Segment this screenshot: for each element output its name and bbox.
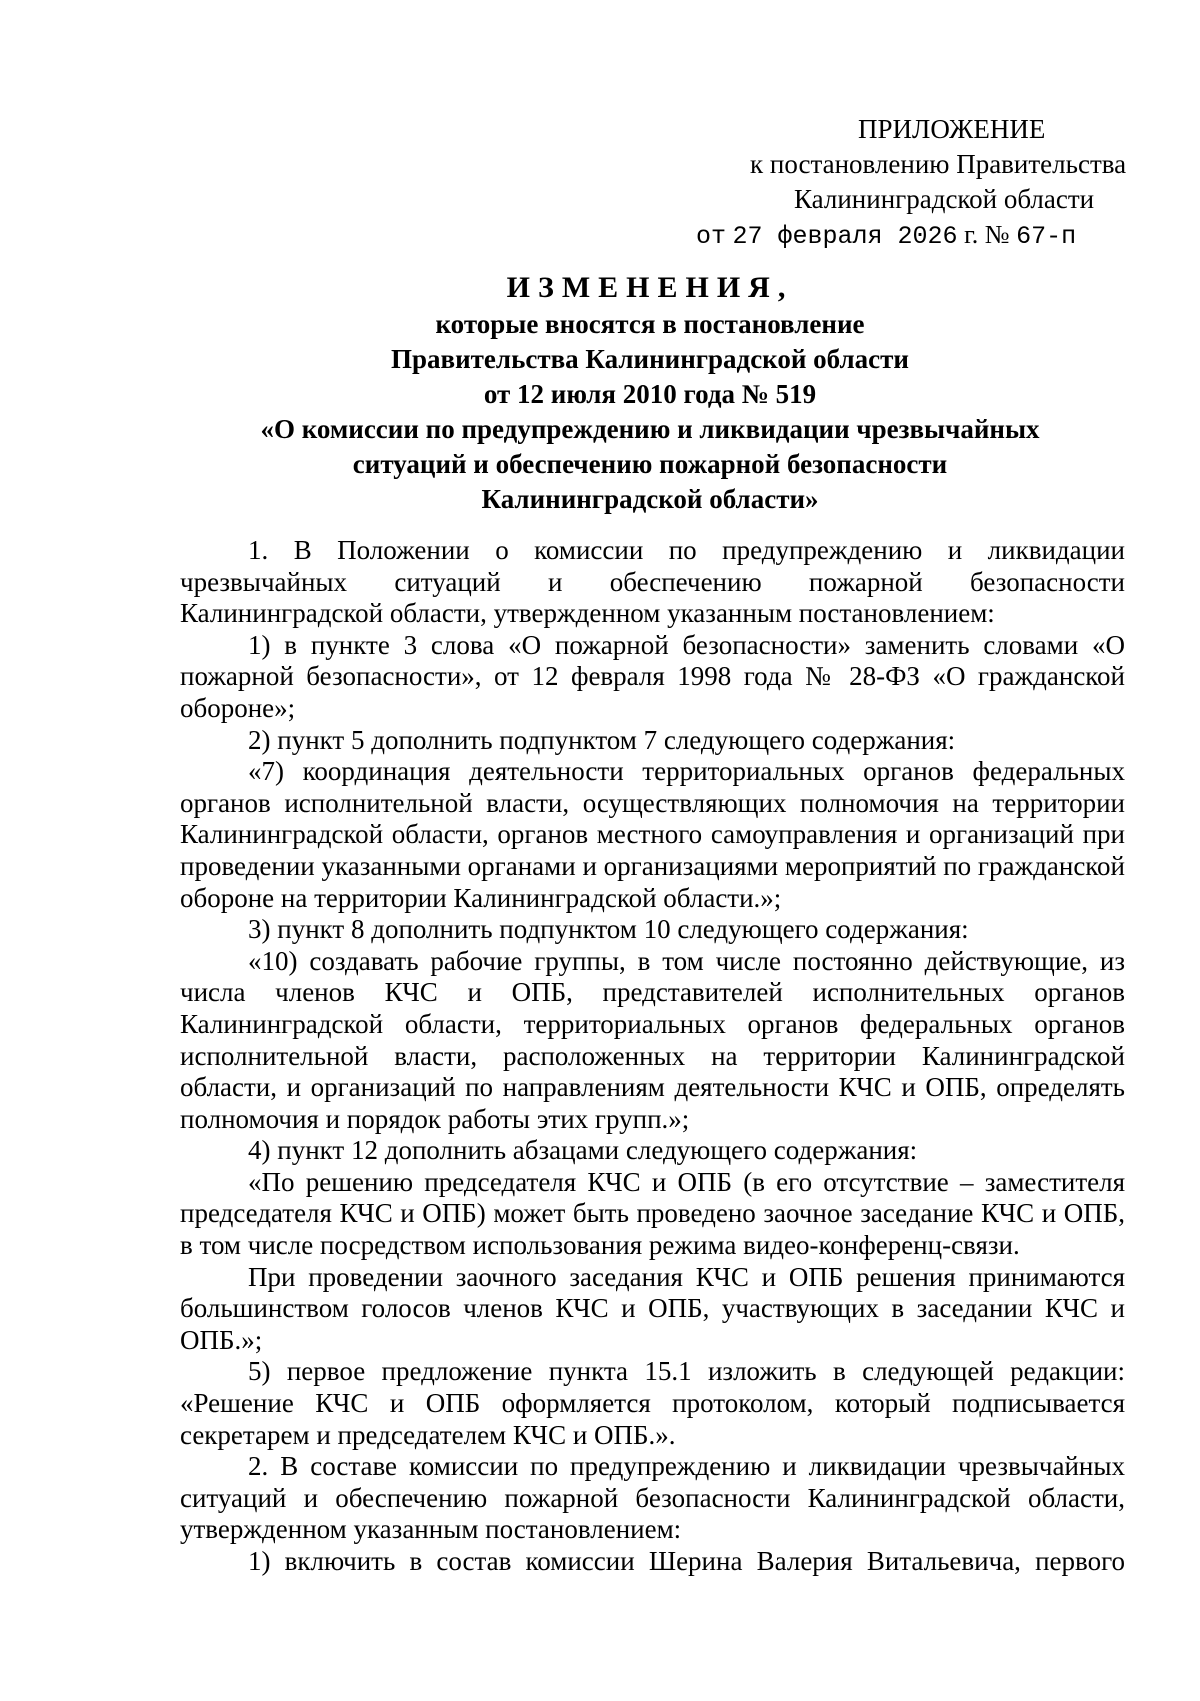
- title-line-1: которые вносятся в постановление: [435, 309, 865, 339]
- title-line-4: «О комиссии по предупреждению и ликвидации чрезвычайных: [260, 414, 1040, 444]
- appendix-resolution-ref: к постановлению Правительства: [750, 149, 1127, 179]
- paragraph: «10) создавать рабочие группы, в том числе постоянно действующие, из числа членов КЧС и ОПБ, представителей исполнительных органов Калининградской области, территориальных органов федеральных органов исполнительной власти, расположенных на территории Калининградской области, и организаций по направлениям деятельности КЧС и ОПБ, определять полномочия и порядок работы этих групп.»;: [180, 945, 1125, 1134]
- date-value: 27 февраля 2026: [732, 222, 958, 251]
- paragraph: 2) пункт 5 дополнить подпунктом 7 следующего содержания:: [248, 724, 956, 755]
- title-line-2: Правительства Калининградской области: [391, 344, 909, 374]
- title-line-3: от 12 июля 2010 года № 519: [483, 379, 817, 409]
- title-main: ИЗМЕНЕНИЯ,: [506, 271, 794, 304]
- paragraph: 5) первое предложение пункта 15.1 изложить в следующей редакции: «Решение КЧС и ОПБ оформляется протоколом, который подписывается секретарем и председателем КЧС и ОПБ.».: [180, 1356, 1125, 1450]
- document-number: 67-п: [1016, 222, 1077, 251]
- paragraph: При проведении заочного заседания КЧС и ОПБ решения принимаются большинством голосов членов КЧС и ОПБ, участвующих в заседании КЧС и ОПБ.»;: [180, 1261, 1125, 1355]
- paragraph: «7) координация деятельности территориальных органов федеральных органов исполнительной власти, осуществляющих полномочия на территории Калининградской области, органов местного самоуправления и организаций при проведении указанными органами и организациями мероприятий по гражданской обороне на территории Калининградской области.»;: [180, 756, 1125, 913]
- paragraph: 3) пункт 8 дополнить подпунктом 10 следующего содержания:: [248, 914, 969, 945]
- document-title: [180, 270, 1120, 517]
- document-body: [180, 535, 1125, 1578]
- paragraph: 1) в пункте 3 слова «О пожарной безопасности» заменить словами «О пожарной безопасности», от 12 февраля 1998 года № 28-ФЗ «О гражданской обороне»;: [180, 629, 1125, 723]
- title-line-6: Калининградской области»: [481, 484, 819, 514]
- title-line-5: ситуаций и обеспечению пожарной безопасности: [352, 449, 948, 479]
- appendix-date-line: [696, 217, 1130, 254]
- paragraph: 1) включить в состав комиссии Шерина Валерия Витальевича, первого: [248, 1546, 1125, 1576]
- appendix-label: ПРИЛОЖЕНИЕ: [858, 114, 1046, 144]
- appendix-region: Калининградской области: [794, 184, 1095, 214]
- paragraph: 2. В составе комиссии по предупреждению и ликвидации чрезвычайных ситуаций и обеспечению пожарной безопасности Калининградской области, утвержденном указанным постановлением:: [180, 1451, 1125, 1545]
- appendix-header: [696, 112, 1130, 254]
- date-prefix: от: [696, 222, 727, 251]
- paragraph: 4) пункт 12 дополнить абзацами следующего содержания:: [248, 1135, 918, 1166]
- paragraph: «По решению председателя КЧС и ОПБ (в его отсутствие – заместителя председателя КЧС и ОПБ) может быть проведено заочное заседание КЧС и ОПБ, в том числе посредством использования режима видео-конференц-связи.: [180, 1166, 1125, 1261]
- paragraph: 1. В Положении о комиссии по предупреждению и ликвидации чрезвычайных ситуаций и обеспечению пожарной безопасности Калининградской области, утвержденном указанным постановлением:: [180, 535, 1125, 629]
- date-suffix: г. №: [964, 220, 1010, 249]
